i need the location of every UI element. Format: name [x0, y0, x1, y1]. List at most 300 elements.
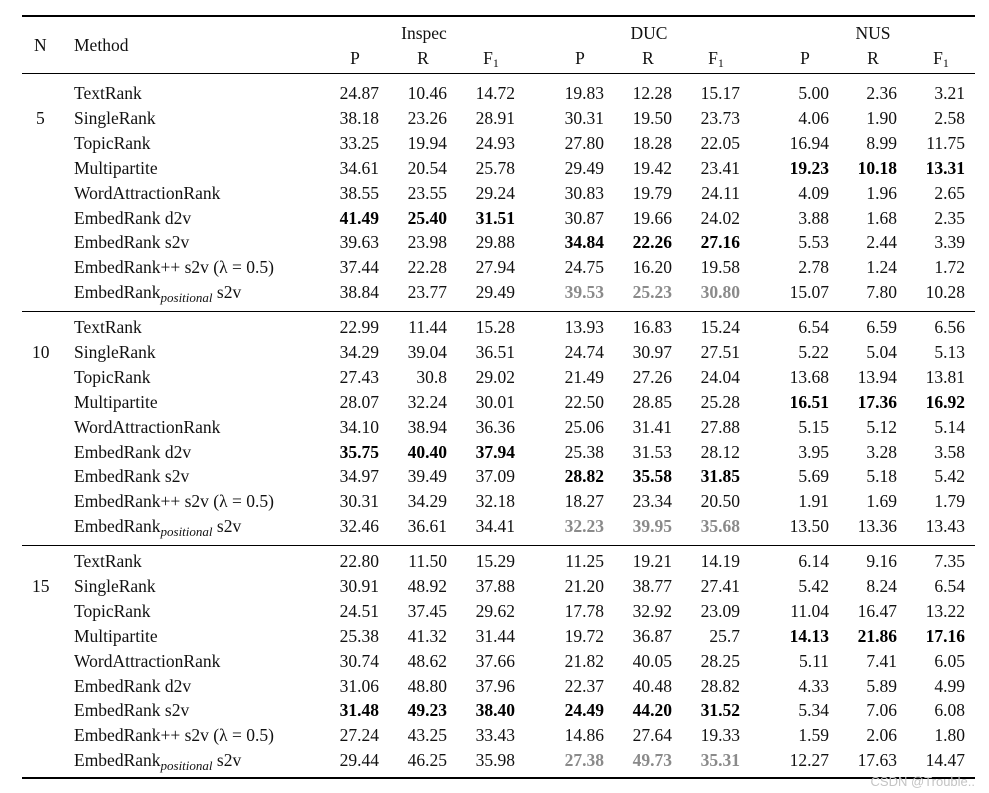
value-cell: 5.15 — [798, 416, 829, 437]
group-n-label: 15 — [32, 575, 50, 596]
value-cell: 12.27 — [789, 750, 829, 771]
value-cell: 17.78 — [564, 600, 604, 621]
value-cell: 31.85 — [700, 466, 740, 487]
value-cell: 11.25 — [565, 551, 604, 571]
value-cell: 5.69 — [798, 466, 829, 487]
value-cell: 27.16 — [700, 232, 740, 253]
method-label: TextRank — [74, 83, 142, 103]
value-cell: 19.33 — [700, 725, 740, 746]
value-cell: 4.09 — [798, 182, 829, 203]
value-cell: 19.83 — [564, 83, 604, 103]
value-cell: 1.72 — [934, 257, 965, 278]
value-cell: 25.7 — [709, 625, 740, 646]
method-label: WordAttractionRank — [74, 650, 221, 671]
value-cell: 36.61 — [407, 516, 447, 537]
value-cell: 7.35 — [934, 551, 965, 571]
value-cell: 33.43 — [475, 725, 515, 746]
method-label: EmbedRank$_{positional}$ s2v — [74, 516, 242, 540]
value-cell: 23.98 — [407, 232, 447, 253]
value-cell: 23.73 — [700, 107, 740, 128]
value-cell: 25.38 — [564, 441, 604, 462]
value-cell: 6.56 — [934, 317, 965, 337]
value-cell: 27.43 — [339, 366, 379, 387]
value-cell: 48.92 — [407, 575, 447, 596]
value-cell: 33.25 — [339, 132, 379, 153]
value-cell: 32.23 — [564, 516, 604, 537]
value-cell: 40.05 — [632, 650, 672, 671]
header-dataset-duc: DUC — [630, 23, 668, 43]
value-cell: 13.81 — [925, 366, 965, 387]
header-dataset-inspec: Inspec — [401, 23, 447, 43]
value-cell: 15.07 — [789, 282, 829, 303]
metric-header: R — [867, 48, 879, 68]
metric-header-subscript: 1 — [942, 56, 949, 70]
value-cell: 1.59 — [798, 725, 829, 746]
method-label: EmbedRank d2v — [74, 675, 192, 696]
value-cell: 38.84 — [339, 282, 379, 303]
group-n-label: 10 — [32, 341, 50, 362]
value-cell: 16.92 — [925, 391, 965, 412]
value-cell: 15.29 — [475, 551, 515, 571]
value-cell: 13.50 — [789, 516, 829, 537]
value-cell: 13.22 — [925, 600, 965, 621]
value-cell: 6.14 — [798, 551, 829, 571]
value-cell: 5.14 — [934, 416, 965, 437]
value-cell: 28.07 — [339, 391, 379, 412]
value-cell: 24.75 — [564, 257, 604, 278]
value-cell: 46.25 — [407, 750, 447, 771]
value-cell: 34.61 — [339, 157, 379, 178]
bottom-rule — [22, 777, 975, 779]
value-cell: 30.01 — [475, 391, 515, 412]
value-cell: 10.28 — [925, 282, 965, 303]
value-cell: 10.18 — [857, 157, 897, 178]
value-cell: 27.24 — [339, 725, 379, 746]
value-cell: 25.40 — [407, 207, 447, 228]
value-cell: 23.26 — [407, 107, 447, 128]
value-cell: 2.36 — [866, 83, 897, 103]
value-cell: 4.06 — [798, 107, 829, 128]
value-cell: 27.26 — [632, 366, 672, 387]
value-cell: 19.50 — [632, 107, 672, 128]
value-cell: 23.77 — [407, 282, 447, 303]
value-cell: 2.58 — [934, 107, 965, 128]
value-cell: 32.18 — [475, 491, 515, 512]
value-cell: 16.51 — [789, 391, 829, 412]
value-cell: 22.80 — [339, 551, 379, 571]
value-cell: 3.21 — [934, 83, 965, 103]
value-cell: 5.00 — [798, 83, 829, 103]
value-cell: 2.06 — [866, 725, 897, 746]
value-cell: 25.06 — [564, 416, 604, 437]
value-cell: 10.46 — [407, 83, 447, 103]
method-label: TextRank — [74, 551, 142, 571]
value-cell: 27.88 — [700, 416, 740, 437]
value-cell: 39.95 — [632, 516, 672, 537]
value-cell: 3.88 — [798, 207, 829, 228]
value-cell: 3.28 — [866, 441, 897, 462]
value-cell: 32.46 — [339, 516, 379, 537]
value-cell: 36.87 — [632, 625, 672, 646]
value-cell: 25.78 — [475, 157, 515, 178]
value-cell: 15.17 — [700, 83, 740, 103]
value-cell: 38.55 — [339, 182, 379, 203]
method-label: EmbedRank$_{positional}$ s2v — [74, 282, 242, 306]
value-cell: 16.83 — [632, 317, 672, 337]
value-cell: 18.27 — [564, 491, 604, 512]
value-cell: 32.92 — [632, 600, 672, 621]
value-cell: 43.25 — [407, 725, 447, 746]
metric-header-f: F — [708, 48, 718, 68]
value-cell: 17.36 — [857, 391, 897, 412]
value-cell: 22.26 — [632, 232, 672, 253]
value-cell: 32.24 — [407, 391, 447, 412]
value-cell: 13.36 — [857, 516, 897, 537]
value-cell: 23.09 — [700, 600, 740, 621]
value-cell: 31.51 — [475, 207, 515, 228]
value-cell: 6.08 — [934, 700, 965, 721]
value-cell: 29.49 — [564, 157, 604, 178]
value-cell: 28.82 — [700, 675, 740, 696]
value-cell: 19.42 — [632, 157, 672, 178]
value-cell: 23.41 — [700, 157, 740, 178]
value-cell: 5.18 — [866, 466, 897, 487]
value-cell: 24.02 — [700, 207, 740, 228]
metric-header-f: F — [483, 48, 493, 68]
value-cell: 11.44 — [408, 317, 447, 337]
header-n: N — [34, 35, 47, 55]
value-cell: 1.96 — [866, 182, 897, 203]
value-cell: 14.86 — [564, 725, 604, 746]
value-cell: 13.93 — [564, 317, 604, 337]
value-cell: 35.75 — [339, 441, 379, 462]
value-cell: 15.28 — [475, 317, 515, 337]
method-label: TopicRank — [74, 366, 151, 387]
value-cell: 28.85 — [632, 391, 672, 412]
value-cell: 2.78 — [798, 257, 829, 278]
value-cell: 3.39 — [934, 232, 965, 253]
value-cell: 31.06 — [339, 675, 379, 696]
value-cell: 22.50 — [564, 391, 604, 412]
value-cell: 20.54 — [407, 157, 447, 178]
method-subscript: positional — [160, 524, 213, 540]
method-label: TopicRank — [74, 132, 151, 153]
value-cell: 39.04 — [407, 341, 447, 362]
value-cell: 35.58 — [632, 466, 672, 487]
value-cell: 21.20 — [564, 575, 604, 596]
value-cell: 4.99 — [934, 675, 965, 696]
value-cell: 39.49 — [407, 466, 447, 487]
value-cell: 22.37 — [564, 675, 604, 696]
value-cell: 5.53 — [798, 232, 829, 253]
value-cell: 30.31 — [339, 491, 379, 512]
value-cell: 9.16 — [866, 551, 897, 571]
value-cell: 38.94 — [407, 416, 447, 437]
metric-header-f: F — [933, 48, 943, 68]
method-label: Multipartite — [74, 157, 158, 178]
value-cell: 6.59 — [866, 317, 897, 337]
group-rule-2 — [22, 545, 975, 546]
value-cell: 30.31 — [564, 107, 604, 128]
value-cell: 27.64 — [632, 725, 672, 746]
top-rule — [22, 15, 975, 17]
value-cell: 29.44 — [339, 750, 379, 771]
value-cell: 21.86 — [857, 625, 897, 646]
value-cell: 22.28 — [407, 257, 447, 278]
value-cell: 13.43 — [925, 516, 965, 537]
method-subscript: positional — [160, 758, 213, 774]
value-cell: 38.77 — [632, 575, 672, 596]
value-cell: 24.49 — [564, 700, 604, 721]
value-cell: 28.12 — [700, 441, 740, 462]
value-cell: 35.68 — [700, 516, 740, 537]
value-cell: 20.50 — [700, 491, 740, 512]
value-cell: 21.82 — [564, 650, 604, 671]
value-cell: 31.48 — [339, 700, 379, 721]
value-cell: 40.48 — [632, 675, 672, 696]
value-cell: 14.47 — [925, 750, 965, 771]
value-cell: 23.34 — [632, 491, 672, 512]
value-cell: 13.94 — [857, 366, 897, 387]
value-cell: 48.62 — [407, 650, 447, 671]
value-cell: 49.73 — [632, 750, 672, 771]
value-cell: 8.24 — [866, 575, 897, 596]
value-cell: 17.16 — [925, 625, 965, 646]
method-label: WordAttractionRank — [74, 182, 221, 203]
value-cell: 6.05 — [934, 650, 965, 671]
value-cell: 31.52 — [700, 700, 740, 721]
value-cell: 2.65 — [934, 182, 965, 203]
value-cell: 30.80 — [700, 282, 740, 303]
value-cell: 5.34 — [798, 700, 829, 721]
value-cell: 2.35 — [934, 207, 965, 228]
value-cell: 30.74 — [339, 650, 379, 671]
metric-header-subscript: 1 — [492, 56, 499, 70]
value-cell: 35.31 — [700, 750, 740, 771]
value-cell: 5.42 — [934, 466, 965, 487]
method-label: Multipartite — [74, 391, 158, 412]
value-cell: 37.94 — [475, 441, 515, 462]
value-cell: 34.41 — [475, 516, 515, 537]
value-cell: 29.24 — [475, 182, 515, 203]
value-cell: 19.58 — [700, 257, 740, 278]
method-label: EmbedRank s2v — [74, 232, 190, 253]
metric-header: R — [417, 48, 429, 68]
value-cell: 41.32 — [407, 625, 447, 646]
value-cell: 27.41 — [700, 575, 740, 596]
value-cell: 31.44 — [475, 625, 515, 646]
value-cell: 29.02 — [475, 366, 515, 387]
value-cell: 21.49 — [564, 366, 604, 387]
value-cell: 36.51 — [475, 341, 515, 362]
value-cell: 1.91 — [798, 491, 829, 512]
method-label: TopicRank — [74, 600, 151, 621]
value-cell: 14.13 — [789, 625, 829, 646]
value-cell: 36.36 — [475, 416, 515, 437]
value-cell: 30.87 — [564, 207, 604, 228]
value-cell: 19.23 — [789, 157, 829, 178]
value-cell: 2.44 — [866, 232, 897, 253]
group-rule-1 — [22, 311, 975, 312]
method-label: Multipartite — [74, 625, 158, 646]
value-cell: 24.74 — [564, 341, 604, 362]
value-cell: 40.40 — [407, 441, 447, 462]
value-cell: 34.29 — [407, 491, 447, 512]
metric-header: P — [350, 48, 360, 68]
method-label: SingleRank — [74, 575, 156, 596]
value-cell: 24.04 — [700, 366, 740, 387]
value-cell: 22.05 — [700, 132, 740, 153]
value-cell: 39.53 — [564, 282, 604, 303]
metric-header: P — [800, 48, 810, 68]
value-cell: 1.90 — [866, 107, 897, 128]
metric-header: P — [575, 48, 585, 68]
metric-header — [696, 48, 736, 68]
value-cell: 30.97 — [632, 341, 672, 362]
value-cell: 19.72 — [564, 625, 604, 646]
value-cell: 5.11 — [799, 650, 829, 671]
value-cell: 3.95 — [798, 441, 829, 462]
value-cell: 38.40 — [475, 700, 515, 721]
value-cell: 49.23 — [407, 700, 447, 721]
value-cell: 5.89 — [866, 675, 897, 696]
value-cell: 48.80 — [407, 675, 447, 696]
value-cell: 30.91 — [339, 575, 379, 596]
value-cell: 19.79 — [632, 182, 672, 203]
metric-header — [471, 48, 511, 68]
value-cell: 19.21 — [632, 551, 672, 571]
value-cell: 34.10 — [339, 416, 379, 437]
method-label: EmbedRank d2v — [74, 207, 192, 228]
method-label: EmbedRank d2v — [74, 441, 192, 462]
value-cell: 1.24 — [866, 257, 897, 278]
value-cell: 41.49 — [339, 207, 379, 228]
method-label: EmbedRank++ s2v (λ = 0.5) — [74, 725, 274, 746]
value-cell: 8.99 — [866, 132, 897, 153]
value-cell: 27.38 — [564, 750, 604, 771]
value-cell: 25.38 — [339, 625, 379, 646]
header-method: Method — [74, 35, 129, 55]
value-cell: 14.72 — [475, 83, 515, 103]
method-label: TextRank — [74, 317, 142, 337]
value-cell: 24.51 — [339, 600, 379, 621]
value-cell: 19.66 — [632, 207, 672, 228]
value-cell: 30.83 — [564, 182, 604, 203]
method-label: SingleRank — [74, 341, 156, 362]
value-cell: 37.88 — [475, 575, 515, 596]
method-label: EmbedRank++ s2v (λ = 0.5) — [74, 491, 274, 512]
header-rule — [22, 73, 975, 74]
value-cell: 11.50 — [408, 551, 447, 571]
value-cell: 24.87 — [339, 83, 379, 103]
value-cell: 19.94 — [407, 132, 447, 153]
value-cell: 13.31 — [925, 157, 965, 178]
method-label: EmbedRank++ s2v (λ = 0.5) — [74, 257, 274, 278]
value-cell: 29.49 — [475, 282, 515, 303]
value-cell: 11.75 — [926, 132, 965, 153]
value-cell: 31.53 — [632, 441, 672, 462]
value-cell: 22.99 — [339, 317, 379, 337]
value-cell: 27.80 — [564, 132, 604, 153]
value-cell: 34.97 — [339, 466, 379, 487]
value-cell: 5.13 — [934, 341, 965, 362]
value-cell: 25.28 — [700, 391, 740, 412]
value-cell: 37.44 — [339, 257, 379, 278]
method-label: WordAttractionRank — [74, 416, 221, 437]
value-cell: 6.54 — [934, 575, 965, 596]
value-cell: 6.54 — [798, 317, 829, 337]
value-cell: 34.29 — [339, 341, 379, 362]
value-cell: 28.91 — [475, 107, 515, 128]
value-cell: 29.88 — [475, 232, 515, 253]
value-cell: 1.69 — [866, 491, 897, 512]
value-cell: 37.09 — [475, 466, 515, 487]
method-label: EmbedRank s2v — [74, 466, 190, 487]
method-subscript: positional — [160, 290, 213, 306]
value-cell: 37.96 — [475, 675, 515, 696]
value-cell: 1.80 — [934, 725, 965, 746]
value-cell: 28.82 — [564, 466, 604, 487]
value-cell: 28.25 — [700, 650, 740, 671]
value-cell: 37.45 — [407, 600, 447, 621]
value-cell: 27.51 — [700, 341, 740, 362]
watermark: CSDN @Trouble.. — [870, 774, 975, 789]
value-cell: 13.68 — [789, 366, 829, 387]
method-label: SingleRank — [74, 107, 156, 128]
value-cell: 29.62 — [475, 600, 515, 621]
value-cell: 18.28 — [632, 132, 672, 153]
value-cell: 7.41 — [866, 650, 897, 671]
value-cell: 37.66 — [475, 650, 515, 671]
value-cell: 5.12 — [866, 416, 897, 437]
header-dataset-nus: NUS — [855, 23, 891, 43]
value-cell: 38.18 — [339, 107, 379, 128]
value-cell: 15.24 — [700, 317, 740, 337]
metric-header-subscript: 1 — [717, 56, 724, 70]
metric-header: R — [642, 48, 654, 68]
value-cell: 17.63 — [857, 750, 897, 771]
value-cell: 7.06 — [866, 700, 897, 721]
value-cell: 11.04 — [790, 600, 829, 621]
value-cell: 25.23 — [632, 282, 672, 303]
value-cell: 27.94 — [475, 257, 515, 278]
value-cell: 7.80 — [866, 282, 897, 303]
value-cell: 4.33 — [798, 675, 829, 696]
value-cell: 1.79 — [934, 491, 965, 512]
group-n-label: 5 — [36, 107, 45, 128]
value-cell: 16.20 — [632, 257, 672, 278]
value-cell: 35.98 — [475, 750, 515, 771]
method-label: EmbedRank$_{positional}$ s2v — [74, 750, 242, 774]
value-cell: 24.93 — [475, 132, 515, 153]
value-cell: 16.47 — [857, 600, 897, 621]
value-cell: 24.11 — [701, 182, 740, 203]
value-cell: 5.22 — [798, 341, 829, 362]
value-cell: 31.41 — [632, 416, 672, 437]
value-cell: 12.28 — [632, 83, 672, 103]
value-cell: 34.84 — [564, 232, 604, 253]
value-cell: 1.68 — [866, 207, 897, 228]
value-cell: 23.55 — [407, 182, 447, 203]
value-cell: 5.04 — [866, 341, 897, 362]
value-cell: 5.42 — [798, 575, 829, 596]
method-label: EmbedRank s2v — [74, 700, 190, 721]
metric-header — [921, 48, 961, 68]
value-cell: 16.94 — [789, 132, 829, 153]
value-cell: 30.8 — [416, 366, 447, 387]
value-cell: 39.63 — [339, 232, 379, 253]
value-cell: 14.19 — [700, 551, 740, 571]
